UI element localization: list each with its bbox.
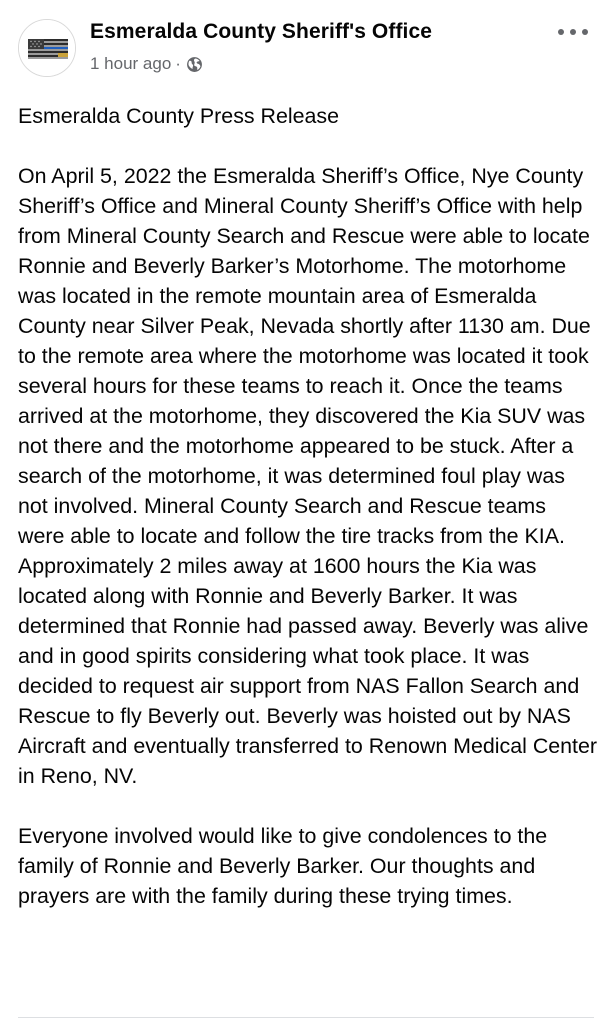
more-options-icon-dot bbox=[558, 29, 564, 35]
meta-separator: · bbox=[175, 54, 181, 73]
post-divider bbox=[18, 1017, 594, 1018]
post-header bbox=[18, 14, 596, 84]
page-avatar[interactable] bbox=[18, 19, 76, 77]
globe-icon[interactable] bbox=[186, 56, 203, 73]
paragraph-gap bbox=[18, 131, 598, 161]
post-title-line: Esmeralda County Press Release bbox=[18, 104, 340, 128]
paragraph-gap bbox=[18, 791, 598, 821]
page-name-link[interactable]: Esmeralda County Sheriff's Office bbox=[90, 20, 433, 43]
post-paragraph-main: On April 5, 2022 the Esmeralda Sheriff’s Office, Nye County Sheriff’s Office and Mineral County Sheriff’s Office with help from Mineral County Search and Rescue were able to locate Ronnie and Beverly Barker’s Motorhome. The motorhome was located in the remote mountain area of Esmeralda County near Silver Peak, Nevada shortly after 1130 am. Due to the remote area where the motorhome was located it took several hours for these teams to reach it. Once the teams arrived at the motorhome, they discovered the Kia SUV was not there and the motorhome appeared to be stuck. After a search of the motorhome, it was determined foul play was not involved. Mineral County Search and Rescue teams were able to locate and follow the tire tracks from the KIA. Approximately 2 miles away at 1600 hours the Kia was located along with Ronnie and Beverly Barker. It was determined that Ronnie had passed away. Beverly was alive and in good spirits considering what took place. It was decided to request air support from NAS Fallon Search and Rescue to fly Beverly out. Beverly was hoisted out by NAS Aircraft and eventually transferred to Renown Medical Center in Reno, NV. bbox=[18, 164, 598, 788]
post-timestamp[interactable]: 1 hour ago bbox=[90, 54, 172, 73]
more-options-icon-dot bbox=[582, 29, 588, 35]
thin-blue-line-flag-icon bbox=[19, 20, 76, 77]
post-body bbox=[18, 101, 598, 911]
more-options-icon-dot bbox=[570, 29, 576, 35]
post-paragraph-closing: Everyone involved would like to give condolences to the family of Ronnie and Beverly Barker. Our thoughts and prayers are with the family during these trying times. bbox=[18, 824, 548, 908]
more-options-button[interactable] bbox=[558, 22, 588, 42]
post-meta bbox=[90, 54, 203, 74]
